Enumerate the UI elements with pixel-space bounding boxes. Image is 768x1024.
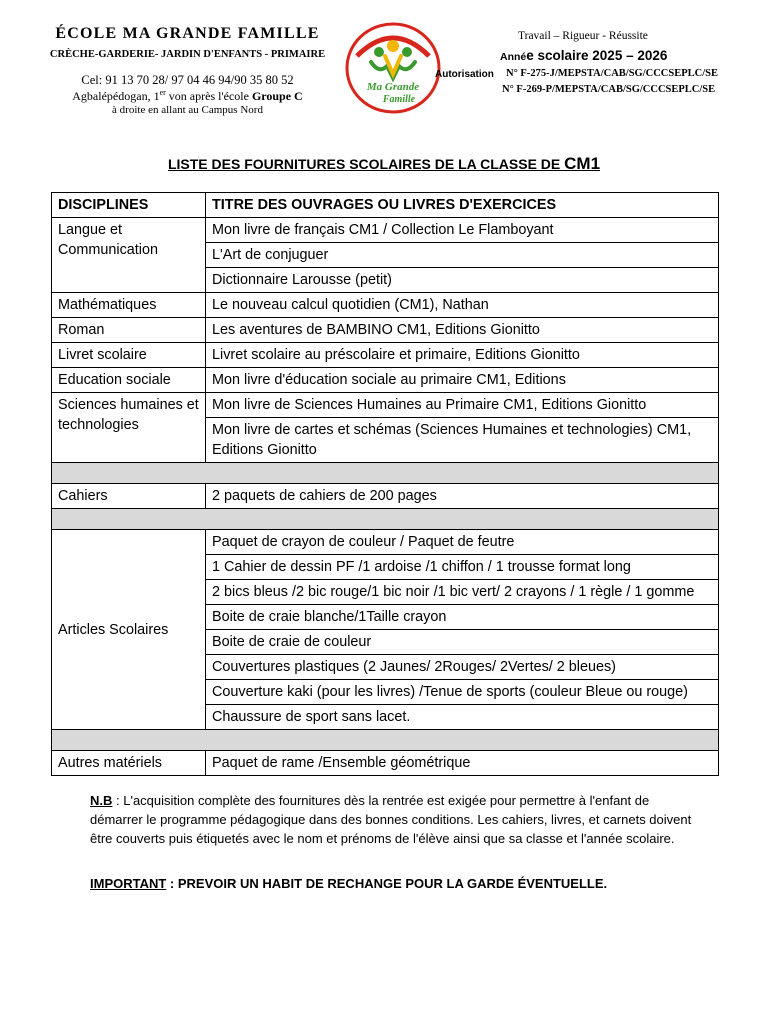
discipline-cell: Livret scolaire	[52, 343, 206, 368]
item-cell: Mon livre de français CM1 / Collection Le Flamboyant	[206, 218, 719, 243]
discipline-cell: Mathématiques	[52, 293, 206, 318]
table-row	[52, 751, 719, 776]
logo-text-2: Famille	[382, 94, 416, 105]
school-motto: Travail – Rigueur - Réussite	[518, 30, 648, 42]
authorization-number-1: N° F-275-J/MEPSTA/CAB/SG/CCCSEPLC/SE	[506, 68, 718, 79]
school-year	[500, 48, 667, 63]
important-label: IMPORTANT	[90, 876, 167, 891]
item-cell: 2 bics bleus /2 bic rouge/1 bic noir /1 bic vert/ 2 crayons / 1 règle / 1 gomme	[206, 580, 719, 605]
school-year-rest: e scolaire 2025 – 2026	[526, 48, 668, 63]
table-row	[52, 343, 719, 368]
school-address-line-1	[20, 88, 355, 104]
authorization-number-2: N° F-269-P/MEPSTA/CAB/SG/CCCSEPLC/SE	[502, 84, 716, 95]
table-row	[52, 484, 719, 509]
item-cell: Boite de craie blanche/1Taille crayon	[206, 605, 719, 630]
discipline-cell: Langue et Communication	[52, 218, 206, 293]
item-cell: Couverture kaki (pour les livres) /Tenue de sports (couleur Bleue ou rouge)	[206, 680, 719, 705]
school-phone: Cel: 91 13 70 28/ 97 04 46 94/90 35 80 52	[81, 73, 294, 87]
item-cell: Paquet de crayon de couleur / Paquet de feutre	[206, 530, 719, 555]
item-cell: Mon livre de Sciences Humaines au Primaire CM1, Editions Gionitto	[206, 393, 719, 418]
address-part: von après l'école	[165, 89, 252, 103]
nb-text: : L'acquisition complète des fournitures dès la rentrée est exigée pour permettre à l'enfant de démarrer le programme pédagogique dans des bonnes conditions. Les cahiers, livres, et carnets doivent être couverts puis étiquetés avec le nom et prénoms de l'élève ainsi que sa classe et l'année scolaire.	[90, 793, 692, 846]
item-cell: Boite de craie de couleur	[206, 630, 719, 655]
separator-cell	[52, 730, 719, 751]
item-cell: Couvertures plastiques (2 Jaunes/ 2Rouges/ 2Vertes/ 2 bleues)	[206, 655, 719, 680]
school-name: ÉCOLE MA GRANDE FAMILLE	[55, 25, 320, 42]
table-row	[52, 293, 719, 318]
title-text	[168, 156, 600, 172]
item-cell: Dictionnaire Larousse (petit)	[206, 268, 719, 293]
important-note	[90, 876, 710, 891]
title-class: CM1	[564, 154, 601, 173]
separator-row	[52, 730, 719, 751]
separator-cell	[52, 509, 719, 530]
item-cell: Mon livre de cartes et schémas (Sciences Humaines et technologies) CM1, Editions Gionitto	[206, 418, 719, 463]
item-cell: L'Art de conjuguer	[206, 243, 719, 268]
discipline-cell: Cahiers	[52, 484, 206, 509]
school-year-prefix: Anné	[500, 51, 527, 63]
discipline-cell: Education sociale	[52, 368, 206, 393]
discipline-cell: Articles Scolaires	[52, 530, 206, 730]
item-cell: 2 paquets de cahiers de 200 pages	[206, 484, 719, 509]
table-header-row	[52, 193, 719, 218]
discipline-cell: Roman	[52, 318, 206, 343]
school-levels: CRÈCHE-GARDERIE- JARDIN D'ENFANTS - PRIMAIRE	[49, 49, 326, 60]
authorization-label: Autorisation	[435, 69, 494, 80]
address-landmark: Groupe C	[251, 89, 303, 103]
separator-row	[52, 463, 719, 484]
item-cell: 1 Cahier de dessin PF /1 ardoise /1 chiffon / 1 trousse format long	[206, 555, 719, 580]
supplies-table	[51, 192, 719, 776]
title-main: LISTE DES FOURNITURES SCOLAIRES DE LA CLASSE DE	[167, 156, 565, 172]
table-row	[52, 393, 719, 418]
address-part: Agbalépédogan, 1	[72, 89, 160, 103]
item-cell: Le nouveau calcul quotidien (CM1), Nathan	[206, 293, 719, 318]
address-superscript: er	[159, 88, 166, 97]
school-logo	[343, 22, 443, 114]
header-disciplines: DISCIPLINES	[52, 193, 206, 218]
nb-note	[90, 791, 692, 848]
logo-text-1: Ma Grande	[366, 81, 420, 93]
item-cell: Les aventures de BAMBINO CM1, Editions Gionitto	[206, 318, 719, 343]
separator-cell	[52, 463, 719, 484]
separator-row	[52, 509, 719, 530]
item-cell: Mon livre d'éducation sociale au primaire CM1, Editions	[206, 368, 719, 393]
discipline-cell: Autres matériels	[52, 751, 206, 776]
nb-label: N.B	[90, 793, 113, 808]
table-row	[52, 368, 719, 393]
important-text: : PREVOIR UN HABIT DE RECHANGE POUR LA GARDE ÉVENTUELLE.	[166, 876, 608, 891]
header-titles: TITRE DES OUVRAGES OU LIVRES D'EXERCICES	[206, 193, 719, 218]
table-row	[52, 218, 719, 243]
item-cell: Chaussure de sport sans lacet.	[206, 705, 719, 730]
table-row	[52, 530, 719, 555]
discipline-cell: Sciences humaines et technologies	[52, 393, 206, 463]
item-cell: Livret scolaire au préscolaire et primaire, Editions Gionitto	[206, 343, 719, 368]
table-row	[52, 318, 719, 343]
item-cell: Paquet de rame /Ensemble géométrique	[206, 751, 719, 776]
school-address-line-2: à droite en allant au Campus Nord	[112, 104, 263, 116]
page-title	[0, 154, 768, 174]
